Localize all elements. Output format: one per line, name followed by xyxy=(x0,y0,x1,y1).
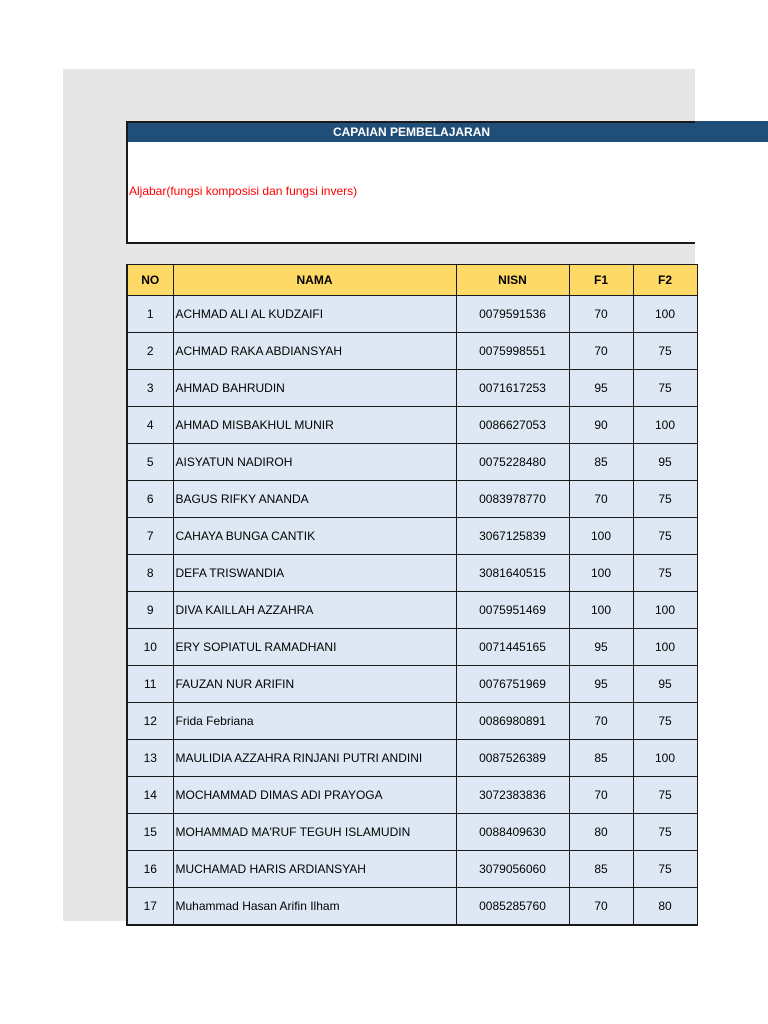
cell-no[interactable]: 11 xyxy=(127,666,173,703)
table-row xyxy=(127,370,697,407)
cell-nisn[interactable]: 0079591536 xyxy=(456,296,569,333)
cell-nisn[interactable]: 0076751969 xyxy=(456,666,569,703)
cell-nisn[interactable]: 3067125839 xyxy=(456,518,569,555)
cell-f2[interactable]: 100 xyxy=(633,629,697,666)
cell-nisn[interactable]: 0086980891 xyxy=(456,703,569,740)
cell-nama[interactable]: MUCHAMAD HARIS ARDIANSYAH xyxy=(173,851,456,888)
table-row xyxy=(127,481,697,518)
cell-no[interactable]: 12 xyxy=(127,703,173,740)
cell-nisn[interactable]: 0075228480 xyxy=(456,444,569,481)
cell-nama[interactable]: ACHMAD RAKA ABDIANSYAH xyxy=(173,333,456,370)
cell-nisn[interactable]: 0071617253 xyxy=(456,370,569,407)
cell-nama[interactable]: MOHAMMAD MA'RUF TEGUH ISLAMUDIN xyxy=(173,814,456,851)
cell-nama[interactable]: AHMAD BAHRUDIN xyxy=(173,370,456,407)
cell-nisn[interactable]: 0088409630 xyxy=(456,814,569,851)
cell-f1[interactable]: 70 xyxy=(569,888,633,926)
table-row xyxy=(127,296,697,333)
cell-no[interactable]: 1 xyxy=(127,296,173,333)
cell-f2[interactable]: 100 xyxy=(633,592,697,629)
cell-f2[interactable]: 75 xyxy=(633,555,697,592)
header-no[interactable]: NO xyxy=(127,265,173,296)
cell-f1[interactable]: 70 xyxy=(569,333,633,370)
cell-f1[interactable]: 95 xyxy=(569,666,633,703)
cell-nama[interactable]: Frida Febriana xyxy=(173,703,456,740)
cell-nama[interactable]: BAGUS RIFKY ANANDA xyxy=(173,481,456,518)
cell-no[interactable]: 5 xyxy=(127,444,173,481)
capaian-text[interactable]: Aljabar(fungsi komposisi dan fungsi invers) xyxy=(129,184,358,198)
cell-f1[interactable]: 70 xyxy=(569,481,633,518)
cell-f2[interactable]: 80 xyxy=(633,888,697,926)
table-row xyxy=(127,814,697,851)
grades-table xyxy=(126,264,698,926)
cell-f1[interactable]: 90 xyxy=(569,407,633,444)
cell-no[interactable]: 3 xyxy=(127,370,173,407)
header-band-extension xyxy=(695,121,768,142)
cell-no[interactable]: 15 xyxy=(127,814,173,851)
table-row xyxy=(127,888,697,926)
capaian-header: CAPAIAN PEMBELAJARAN xyxy=(128,123,695,142)
cell-nama[interactable]: FAUZAN NUR ARIFIN xyxy=(173,666,456,703)
cell-f2[interactable]: 75 xyxy=(633,777,697,814)
cell-nama[interactable]: ACHMAD ALI AL KUDZAIFI xyxy=(173,296,456,333)
cell-f1[interactable]: 85 xyxy=(569,851,633,888)
cell-f1[interactable]: 85 xyxy=(569,740,633,777)
cell-f1[interactable]: 70 xyxy=(569,777,633,814)
cell-nisn[interactable]: 3081640515 xyxy=(456,555,569,592)
table-row xyxy=(127,777,697,814)
table-row xyxy=(127,407,697,444)
cell-f2[interactable]: 100 xyxy=(633,296,697,333)
cell-f1[interactable]: 100 xyxy=(569,518,633,555)
cell-nisn[interactable]: 0075951469 xyxy=(456,592,569,629)
cell-f2[interactable]: 100 xyxy=(633,407,697,444)
table-row xyxy=(127,518,697,555)
table-body xyxy=(127,296,697,926)
cell-f2[interactable]: 95 xyxy=(633,444,697,481)
cell-no[interactable]: 8 xyxy=(127,555,173,592)
cell-f1[interactable]: 100 xyxy=(569,555,633,592)
cell-f1[interactable]: 85 xyxy=(569,444,633,481)
table-row xyxy=(127,740,697,777)
table-header-row xyxy=(127,265,697,296)
cell-nama[interactable]: AHMAD MISBAKHUL MUNIR xyxy=(173,407,456,444)
cell-no[interactable]: 6 xyxy=(127,481,173,518)
cell-nisn[interactable]: 0075998551 xyxy=(456,333,569,370)
cell-no[interactable]: 14 xyxy=(127,777,173,814)
cell-f1[interactable]: 70 xyxy=(569,296,633,333)
cell-no[interactable]: 2 xyxy=(127,333,173,370)
table-row xyxy=(127,666,697,703)
cell-f2[interactable]: 75 xyxy=(633,518,697,555)
cell-f1[interactable]: 95 xyxy=(569,370,633,407)
cell-f1[interactable]: 100 xyxy=(569,592,633,629)
table-row xyxy=(127,444,697,481)
cell-f2[interactable]: 95 xyxy=(633,666,697,703)
header-f2[interactable]: F2 xyxy=(633,265,697,296)
table-row xyxy=(127,703,697,740)
cell-no[interactable]: 9 xyxy=(127,592,173,629)
cell-nama[interactable]: CAHAYA BUNGA CANTIK xyxy=(173,518,456,555)
cell-f2[interactable]: 75 xyxy=(633,370,697,407)
cell-no[interactable]: 4 xyxy=(127,407,173,444)
cell-f2[interactable]: 75 xyxy=(633,851,697,888)
cell-no[interactable]: 13 xyxy=(127,740,173,777)
cell-f2[interactable]: 75 xyxy=(633,814,697,851)
cell-nisn[interactable]: 0086627053 xyxy=(456,407,569,444)
table-row xyxy=(127,555,697,592)
cell-f1[interactable]: 95 xyxy=(569,629,633,666)
cell-no[interactable]: 17 xyxy=(127,888,173,926)
cell-f2[interactable]: 75 xyxy=(633,481,697,518)
header-nama[interactable]: NAMA xyxy=(173,265,456,296)
cell-f1[interactable]: 70 xyxy=(569,703,633,740)
table-row xyxy=(127,333,697,370)
cell-nisn[interactable]: 0087526389 xyxy=(456,740,569,777)
cell-f2[interactable]: 75 xyxy=(633,703,697,740)
cell-nama[interactable]: DEFA TRISWANDIA xyxy=(173,555,456,592)
cell-nama[interactable]: AISYATUN NADIROH xyxy=(173,444,456,481)
table-row xyxy=(127,851,697,888)
header-f1[interactable]: F1 xyxy=(569,265,633,296)
cell-nama[interactable]: MAULIDIA AZZAHRA RINJANI PUTRI ANDINI xyxy=(173,740,456,777)
cell-no[interactable]: 10 xyxy=(127,629,173,666)
cell-no[interactable]: 16 xyxy=(127,851,173,888)
cell-nisn[interactable]: 3079056060 xyxy=(456,851,569,888)
cell-f1[interactable]: 80 xyxy=(569,814,633,851)
cell-no[interactable]: 7 xyxy=(127,518,173,555)
header-nisn[interactable]: NISN xyxy=(456,265,569,296)
table-row xyxy=(127,629,697,666)
cell-nama[interactable]: MOCHAMMAD DIMAS ADI PRAYOGA xyxy=(173,777,456,814)
cell-nisn[interactable]: 0071445165 xyxy=(456,629,569,666)
cell-nama[interactable]: DIVA KAILLAH AZZAHRA xyxy=(173,592,456,629)
cell-f2[interactable]: 100 xyxy=(633,740,697,777)
cell-f2[interactable]: 75 xyxy=(633,333,697,370)
cell-nisn[interactable]: 3072383836 xyxy=(456,777,569,814)
cell-nisn[interactable]: 0085285760 xyxy=(456,888,569,926)
cell-nama[interactable]: Muhammad Hasan Arifin Ilham xyxy=(173,888,456,926)
cell-nisn[interactable]: 0083978770 xyxy=(456,481,569,518)
cell-nama[interactable]: ERY SOPIATUL RAMADHANI xyxy=(173,629,456,666)
capaian-pembelajaran-block xyxy=(126,121,695,244)
table-row xyxy=(127,592,697,629)
